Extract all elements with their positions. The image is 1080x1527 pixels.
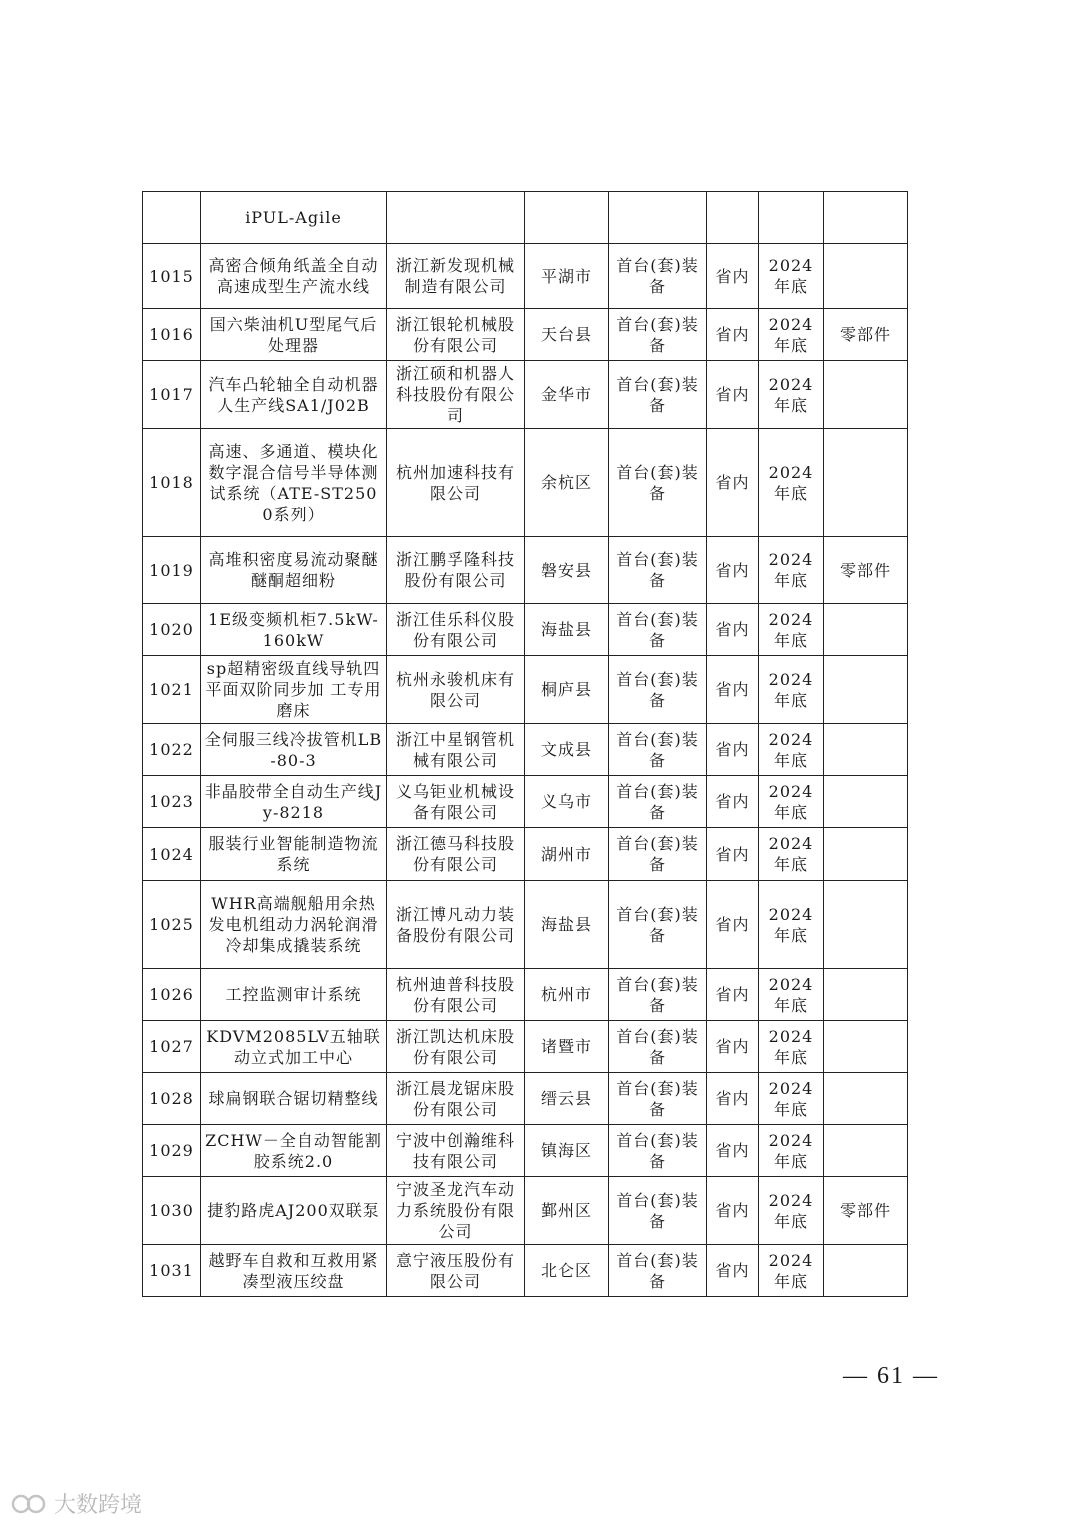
cell-company: 宁波中创瀚维科技有限公司	[387, 1125, 525, 1177]
table-row	[143, 1021, 908, 1073]
cell-type: 首台(套)装备	[609, 1125, 707, 1177]
table-row	[143, 1245, 908, 1297]
cell-type: 首台(套)装备	[609, 1177, 707, 1245]
cell-time: 2024年底	[759, 1125, 824, 1177]
cell-company: 浙江中星钢管机械有限公司	[387, 724, 525, 776]
cell-scope: 省内	[707, 429, 759, 537]
cell-no: 1016	[143, 309, 201, 361]
cell-scope: 省内	[707, 1177, 759, 1245]
cell-region: 诸暨市	[525, 1021, 609, 1073]
cell-region: 义乌市	[525, 776, 609, 828]
cell-type: 首台(套)装备	[609, 244, 707, 309]
cell-name: 汽车凸轮轴全自动机器人生产线SA1/J02B	[201, 361, 387, 429]
cell-no: 1030	[143, 1177, 201, 1245]
cell-note	[824, 969, 908, 1021]
cell-no	[143, 192, 201, 244]
cell-no: 1018	[143, 429, 201, 537]
cell-scope: 省内	[707, 656, 759, 724]
cell-time: 2024年底	[759, 361, 824, 429]
cell-no: 1031	[143, 1245, 201, 1297]
cell-name: 1E级变频机柜7.5kW-160kW	[201, 604, 387, 656]
cell-company: 义乌钜业机械设备有限公司	[387, 776, 525, 828]
table-row	[143, 969, 908, 1021]
cell-time: 2024年底	[759, 429, 824, 537]
cell-scope: 省内	[707, 1125, 759, 1177]
table-row	[143, 604, 908, 656]
cell-name: 工控监测审计系统	[201, 969, 387, 1021]
cell-region: 海盐县	[525, 881, 609, 969]
table-row	[143, 881, 908, 969]
cell-region: 湖州市	[525, 828, 609, 881]
cell-company: 宁波圣龙汽车动力系统股份有限公司	[387, 1177, 525, 1245]
cell-no: 1019	[143, 537, 201, 604]
cell-time: 2024年底	[759, 1021, 824, 1073]
cell-scope: 省内	[707, 1073, 759, 1125]
cell-name: WHR高端舰船用余热发电机组动力涡轮润滑冷却集成撬装系统	[201, 881, 387, 969]
cell-name: KDVM2085LV五轴联动立式加工中心	[201, 1021, 387, 1073]
cell-no: 1015	[143, 244, 201, 309]
cell-name: ZCHW－全自动智能割胶系统2.0	[201, 1125, 387, 1177]
cell-time: 2024年底	[759, 724, 824, 776]
cell-name: 越野车自救和互救用紧凑型液压绞盘	[201, 1245, 387, 1297]
cell-name: 高密合倾角纸盖全自动高速成型生产流水线	[201, 244, 387, 309]
cell-note	[824, 1245, 908, 1297]
table-row	[143, 656, 908, 724]
cell-time: 2024年底	[759, 656, 824, 724]
cell-company: 浙江银轮机械股份有限公司	[387, 309, 525, 361]
cell-note: 零部件	[824, 1177, 908, 1245]
watermark	[10, 1488, 142, 1519]
cell-name: 全伺服三线冷拔管机LB-80-3	[201, 724, 387, 776]
cell-note	[824, 192, 908, 244]
cell-region: 磐安县	[525, 537, 609, 604]
cell-type: 首台(套)装备	[609, 776, 707, 828]
cell-type: 首台(套)装备	[609, 1021, 707, 1073]
cell-time: 2024年底	[759, 969, 824, 1021]
cell-type: 首台(套)装备	[609, 656, 707, 724]
cell-no: 1027	[143, 1021, 201, 1073]
table-row	[143, 244, 908, 309]
cell-note: 零部件	[824, 309, 908, 361]
cell-time: 2024年底	[759, 244, 824, 309]
cell-company: 杭州迪普科技股份有限公司	[387, 969, 525, 1021]
page-number: — 61 —	[843, 1363, 939, 1389]
cell-no: 1026	[143, 969, 201, 1021]
cell-name: 高堆积密度易流动聚醚醚酮超细粉	[201, 537, 387, 604]
cell-scope: 省内	[707, 724, 759, 776]
table-row	[143, 1073, 908, 1125]
cell-time: 2024年底	[759, 1177, 824, 1245]
cell-scope: 省内	[707, 309, 759, 361]
cell-no: 1020	[143, 604, 201, 656]
cell-no: 1023	[143, 776, 201, 828]
cell-time: 2024年底	[759, 604, 824, 656]
cell-type: 首台(套)装备	[609, 1245, 707, 1297]
table-row	[143, 537, 908, 604]
cell-note	[824, 1021, 908, 1073]
cell-company: 浙江德马科技股份有限公司	[387, 828, 525, 881]
cell-region: 余杭区	[525, 429, 609, 537]
cell-company: 浙江新发现机械制造有限公司	[387, 244, 525, 309]
cell-scope: 省内	[707, 361, 759, 429]
cell-type	[609, 192, 707, 244]
cell-scope: 省内	[707, 1245, 759, 1297]
cell-type: 首台(套)装备	[609, 969, 707, 1021]
cell-scope: 省内	[707, 1021, 759, 1073]
cell-type: 首台(套)装备	[609, 361, 707, 429]
cell-no: 1028	[143, 1073, 201, 1125]
cell-note	[824, 776, 908, 828]
cell-time: 2024年底	[759, 881, 824, 969]
cell-scope: 省内	[707, 537, 759, 604]
cell-company: 杭州加速科技有限公司	[387, 429, 525, 537]
cell-time: 2024年底	[759, 537, 824, 604]
cell-company	[387, 192, 525, 244]
cell-no: 1022	[143, 724, 201, 776]
cell-note	[824, 656, 908, 724]
cell-region: 镇海区	[525, 1125, 609, 1177]
cell-time: 2024年底	[759, 1073, 824, 1125]
cell-type: 首台(套)装备	[609, 429, 707, 537]
cell-note	[824, 244, 908, 309]
cell-region: 杭州市	[525, 969, 609, 1021]
cell-region: 桐庐县	[525, 656, 609, 724]
cell-scope	[707, 192, 759, 244]
watermark-text: 大数跨境	[54, 1493, 143, 1518]
cell-type: 首台(套)装备	[609, 828, 707, 881]
cell-region	[525, 192, 609, 244]
cell-scope: 省内	[707, 604, 759, 656]
cell-company: 浙江博凡动力装备股份有限公司	[387, 881, 525, 969]
cell-type: 首台(套)装备	[609, 604, 707, 656]
cell-no: 1017	[143, 361, 201, 429]
watermark-logo-icon	[10, 1491, 50, 1517]
cell-note	[824, 429, 908, 537]
table-row	[143, 309, 908, 361]
cell-company: 浙江鹏孚隆科技股份有限公司	[387, 537, 525, 604]
cell-note: 零部件	[824, 537, 908, 604]
cell-no: 1021	[143, 656, 201, 724]
table-row-continued	[143, 192, 908, 244]
cell-scope: 省内	[707, 244, 759, 309]
table-row	[143, 724, 908, 776]
equipment-table	[142, 191, 908, 1297]
cell-no: 1029	[143, 1125, 201, 1177]
cell-company: 浙江凯达机床股份有限公司	[387, 1021, 525, 1073]
table-row	[143, 361, 908, 429]
cell-scope: 省内	[707, 881, 759, 969]
table-row	[143, 1177, 908, 1245]
cell-region: 平湖市	[525, 244, 609, 309]
cell-company: 杭州永骏机床有限公司	[387, 656, 525, 724]
cell-scope: 省内	[707, 969, 759, 1021]
cell-name: 捷豹路虎AJ200双联泵	[201, 1177, 387, 1245]
cell-region: 缙云县	[525, 1073, 609, 1125]
cell-company: 浙江硕和机器人科技股份有限公司	[387, 361, 525, 429]
cell-note	[824, 724, 908, 776]
cell-name: 服装行业智能制造物流系统	[201, 828, 387, 881]
cell-name: iPUL-Agile	[201, 192, 387, 244]
cell-time: 2024年底	[759, 776, 824, 828]
cell-type: 首台(套)装备	[609, 1073, 707, 1125]
cell-region: 北仑区	[525, 1245, 609, 1297]
cell-name: 非晶胶带全自动生产线Jy-8218	[201, 776, 387, 828]
table-row	[143, 828, 908, 881]
cell-region: 金华市	[525, 361, 609, 429]
cell-type: 首台(套)装备	[609, 881, 707, 969]
cell-region: 文成县	[525, 724, 609, 776]
cell-type: 首台(套)装备	[609, 309, 707, 361]
cell-note	[824, 828, 908, 881]
cell-name: 高速、多通道、模块化数字混合信号半导体测试系统（ATE-ST2500系列）	[201, 429, 387, 537]
cell-name: 国六柴油机U型尾气后处理器	[201, 309, 387, 361]
cell-note	[824, 881, 908, 969]
cell-no: 1024	[143, 828, 201, 881]
cell-type: 首台(套)装备	[609, 724, 707, 776]
cell-no: 1025	[143, 881, 201, 969]
table-row	[143, 776, 908, 828]
cell-type: 首台(套)装备	[609, 537, 707, 604]
table-row	[143, 1125, 908, 1177]
cell-note	[824, 1073, 908, 1125]
cell-name: 球扁钢联合锯切精整线	[201, 1073, 387, 1125]
cell-region: 鄞州区	[525, 1177, 609, 1245]
cell-time: 2024年底	[759, 828, 824, 881]
cell-note	[824, 1125, 908, 1177]
cell-scope: 省内	[707, 828, 759, 881]
cell-note	[824, 604, 908, 656]
cell-note	[824, 361, 908, 429]
cell-region: 海盐县	[525, 604, 609, 656]
cell-company: 意宁液压股份有限公司	[387, 1245, 525, 1297]
cell-time: 2024年底	[759, 1245, 824, 1297]
cell-name: sp超精密级直线导轨四平面双阶同步加 工专用磨床	[201, 656, 387, 724]
cell-time	[759, 192, 824, 244]
cell-time: 2024年底	[759, 309, 824, 361]
cell-company: 浙江佳乐科仪股份有限公司	[387, 604, 525, 656]
table-row	[143, 429, 908, 537]
cell-region: 天台县	[525, 309, 609, 361]
cell-scope: 省内	[707, 776, 759, 828]
cell-company: 浙江晨龙锯床股份有限公司	[387, 1073, 525, 1125]
